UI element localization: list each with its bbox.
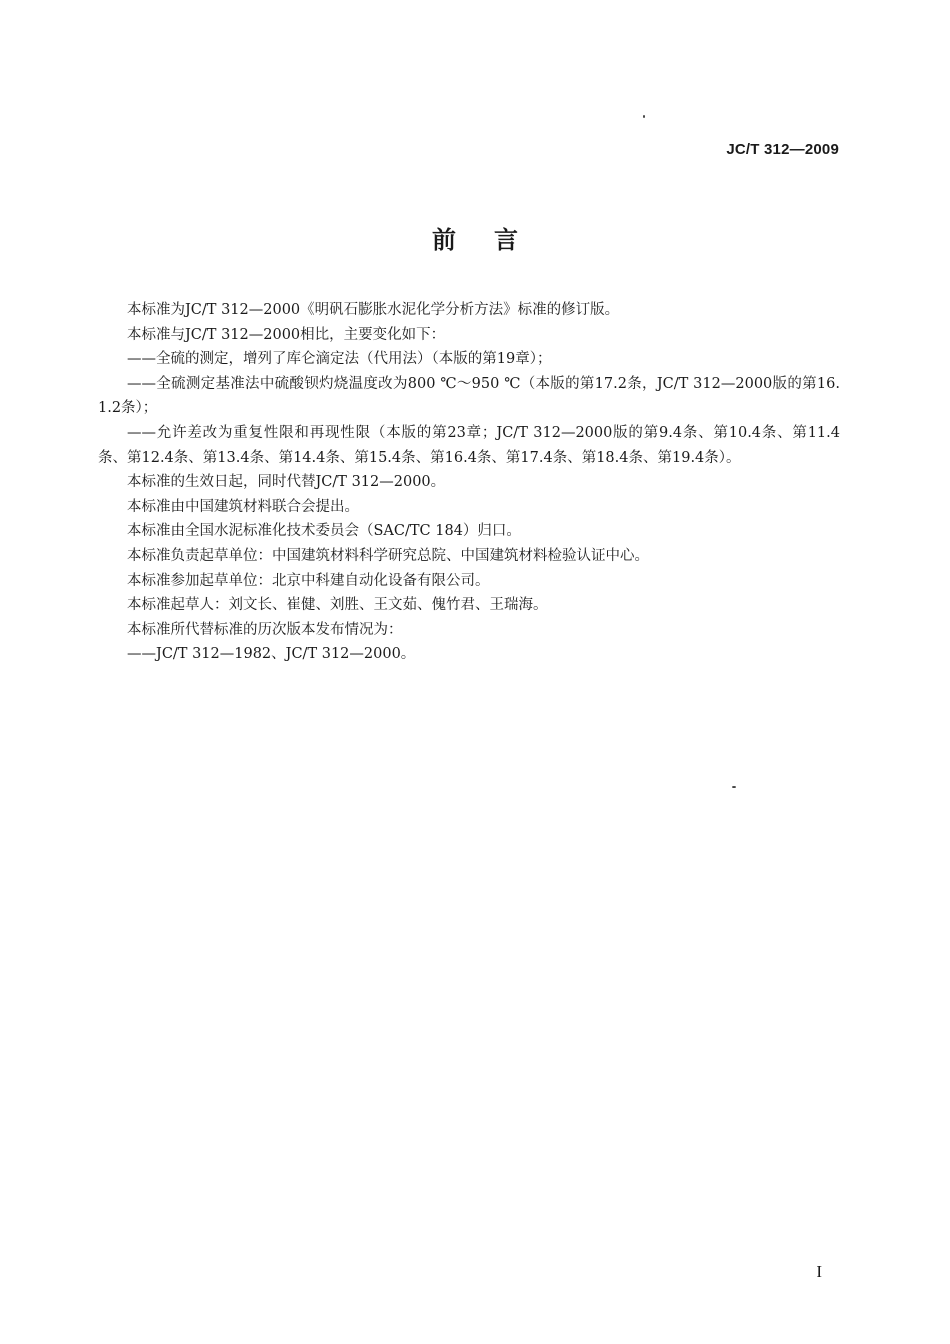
list-item: ——允许差改为重复性限和再现性限（本版的第23章；JC/T 312—2000版的第9.4条、第10.4条、第11.4条、第12.4条、第13.4条、第14.4条、第15.4条、第16.4条、第17.4条、第18.4条、第19.4条）。 <box>98 424 840 466</box>
list-item: ——JC/T 312—1982、JC/T 312—2000。 <box>127 646 416 663</box>
list-item: ——全硫测定基准法中硫酸钡灼烧温度改为800 ℃～950 ℃（本版的第17.2条，JC/T 312—2000版的第16.1.2条）； <box>98 375 840 417</box>
page-number: I <box>816 1262 822 1281</box>
scan-speck <box>732 786 736 788</box>
scan-speck <box>643 115 645 118</box>
standard-code: JC/T 312—2009 <box>726 141 839 158</box>
paragraph: 本标准由全国水泥标准化技术委员会（SAC/TC 184）归口。 <box>127 523 521 540</box>
paragraph: 本标准负责起草单位：中国建筑材料科学研究总院、中国建筑材料检验认证中心。 <box>127 547 649 564</box>
paragraph: 本标准由中国建筑材料联合会提出。 <box>127 498 359 515</box>
paragraph: 本标准所代替标准的历次版本发布情况为： <box>127 621 403 638</box>
paragraph: 本标准的生效日起，同时代替JC/T 312—2000。 <box>127 474 446 491</box>
paragraph: 本标准为JC/T 312—2000《明矾石膨胀水泥化学分析方法》标准的修订版。 <box>127 302 620 318</box>
list-item: ——全硫的测定，增列了库仑滴定法（代用法）（本版的第19章）； <box>127 351 552 368</box>
paragraph: 本标准起草人：刘文长、崔健、刘胜、王文茹、傀竹君、王瑞海。 <box>127 597 548 614</box>
page-title: 前言 <box>432 226 556 254</box>
document-body <box>98 298 840 667</box>
paragraph: 本标准参加起草单位：北京中科建自动化设备有限公司。 <box>127 572 490 589</box>
paragraph: 本标准与JC/T 312—2000相比，主要变化如下： <box>127 326 446 343</box>
